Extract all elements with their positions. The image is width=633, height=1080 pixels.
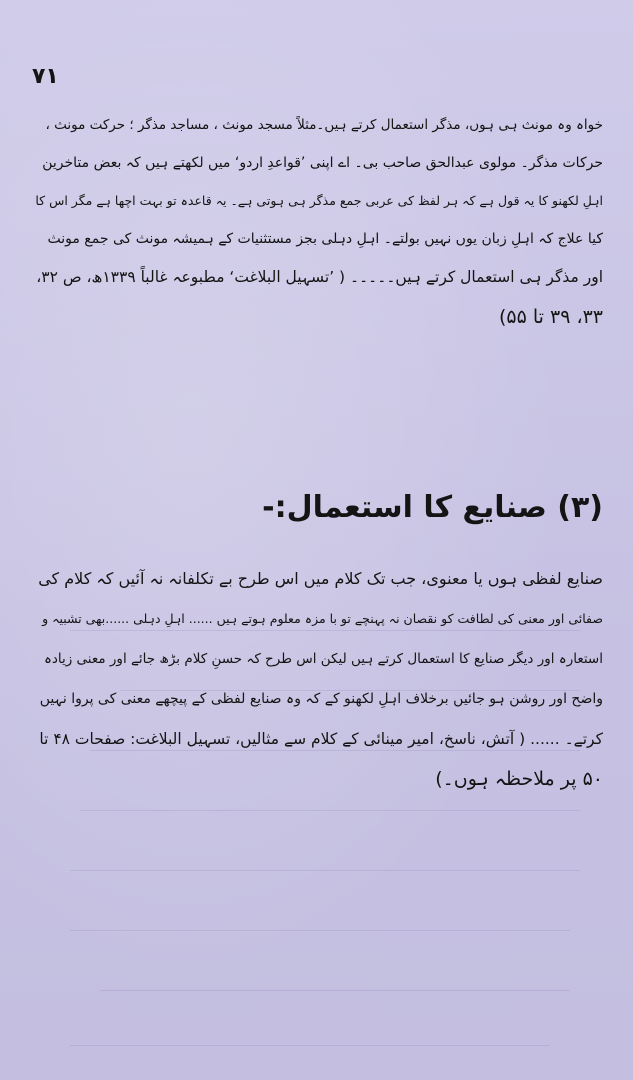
text-line: ۳۳، ۳۹ تا ۵۵) [498, 306, 603, 328]
text-line: صفائی اور معنی کی لطافت کو نقصان نہ پہنچے تو با مزہ معلوم ہوتے ہیں ...... اہلِ دہلی ......بھی تشبیہ و [42, 611, 603, 626]
text-line: کیا علاج کہ اہلِ زبان یوں نہیں بولتے۔ اہلِ دہلی بجز مستثنیات کے ہمیشہ مونث کی جمع مونث [47, 231, 603, 247]
bleed-through-line [70, 870, 580, 871]
text-line: اہلِ لکھنو کا یہ قول ہے کہ ہر لفظ کی عربی جمع مذگر ہی ہوتی ہے۔ یہ قاعدہ تو بہت اچھا ہے مگر اس کا [35, 193, 603, 208]
text-line: صنایع لفظی ہوں یا معنوی، جب تک کلام میں اس طرح بے تکلفانہ نہ آئیں کہ کلام کی [38, 569, 603, 588]
paragraph-figures-of-speech [30, 562, 603, 802]
text-line: حرکات مذگر۔ مولوی عبدالحق صاحب بی۔ اے اپنی ’قواعدِ اردو‘ میں لکھتے ہیں کہ بعض متاخرین [42, 155, 603, 171]
bleed-through-line [70, 930, 570, 931]
bleed-through-line [100, 990, 570, 991]
text-line: خواہ وہ مونث ہی ہوں، مذگر استعمال کرتے ہیں۔مثلاً مسجد مونث ، مساجد مذگر ؛ حرکت مونث ، [45, 117, 603, 133]
page-number: ۷۱ [32, 64, 59, 89]
text-line: کرتے۔ ...... ( آتش، ناسخ، امیر مینائی کے کلام سے مثالیں، تسہیل البلاغت: صفحات ۴۸ تا [39, 730, 603, 748]
section-heading: (۳) صنایع کا استعمال:- [262, 490, 603, 525]
bleed-through-line [80, 810, 580, 811]
paragraph-plural-gender [30, 108, 603, 338]
text-line: ۵۰ پر ملاحظہ ہوں۔) [435, 768, 603, 790]
text-line: واضح اور روشن ہو جائیں برخلاف اہلِ لکھنو کے کہ وہ صنایع لفظی کے پیچھے معنی کی پروا نہیں [39, 691, 603, 707]
text-line: اور مذگر ہی استعمال کرتے ہیں۔۔۔۔۔ ( ’تسہیل البلاغت‘ مطبوعہ غالباً ۱۳۳۹ھ، ص ۳۲، [36, 268, 603, 286]
text-line: استعارہ اور دیگر صنایع کا استعمال کرتے ہیں لیکن اس طرح کہ حسنِ کلام بڑھ جائے اور معنی زیادہ [43, 651, 603, 667]
bleed-through-line [70, 1045, 550, 1046]
